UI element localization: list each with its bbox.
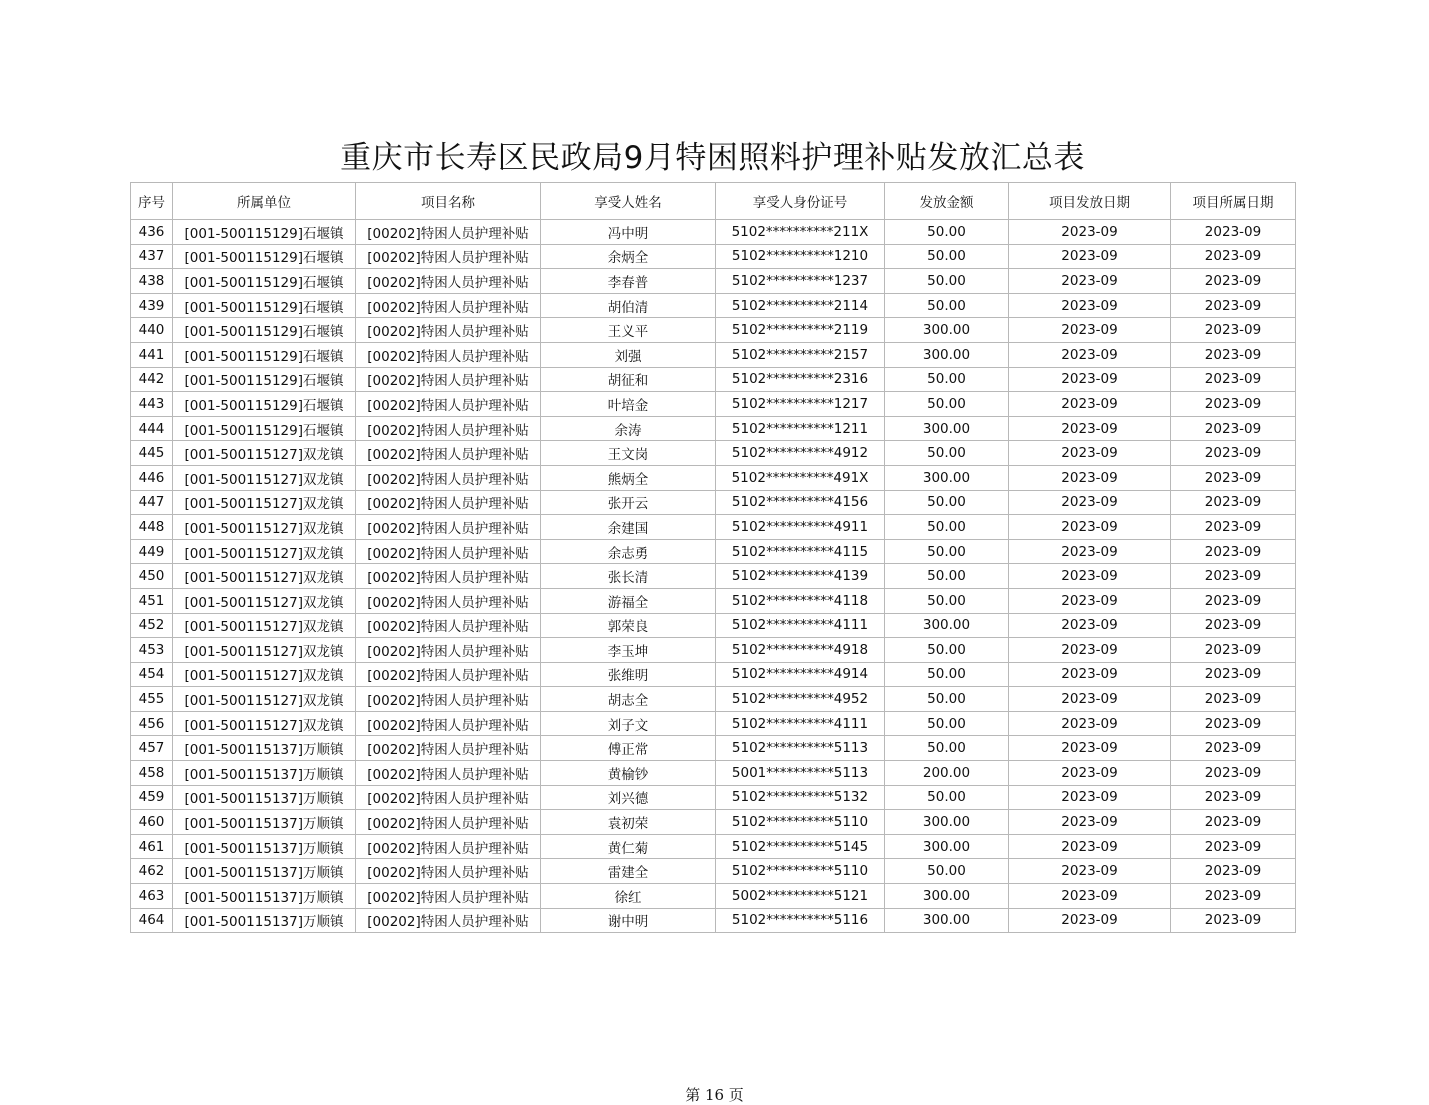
cell-project-name: [00202]特困人员护理补贴 — [356, 490, 541, 515]
cell-issue-date: 2023-09 — [1009, 687, 1171, 712]
cell-project-name: [00202]特困人员护理补贴 — [356, 441, 541, 466]
cell-id-number: 5102**********5113 — [716, 736, 885, 761]
cell-recipient-name: 袁初荣 — [541, 810, 716, 835]
cell-issue-date: 2023-09 — [1009, 785, 1171, 810]
cell-amount: 50.00 — [885, 785, 1009, 810]
cell-unit: [001-500115137]万顺镇 — [173, 908, 356, 933]
cell-recipient-name: 李春普 — [541, 269, 716, 294]
cell-issue-date: 2023-09 — [1009, 244, 1171, 269]
cell-period-date: 2023-09 — [1171, 416, 1296, 441]
table-row — [131, 687, 1296, 712]
cell-period-date: 2023-09 — [1171, 318, 1296, 343]
cell-recipient-name: 王文岗 — [541, 441, 716, 466]
cell-period-date: 2023-09 — [1171, 834, 1296, 859]
cell-unit: [001-500115137]万顺镇 — [173, 785, 356, 810]
cell-period-date: 2023-09 — [1171, 367, 1296, 392]
cell-period-date: 2023-09 — [1171, 515, 1296, 540]
cell-project-name: [00202]特困人员护理补贴 — [356, 342, 541, 367]
cell-id-number: 5102**********1237 — [716, 269, 885, 294]
table-row — [131, 613, 1296, 638]
cell-amount: 50.00 — [885, 588, 1009, 613]
cell-issue-date: 2023-09 — [1009, 441, 1171, 466]
cell-period-date: 2023-09 — [1171, 588, 1296, 613]
cell-issue-date: 2023-09 — [1009, 465, 1171, 490]
table-row — [131, 884, 1296, 909]
data-table — [130, 182, 1296, 933]
cell-period-date: 2023-09 — [1171, 785, 1296, 810]
cell-id-number: 5102**********4952 — [716, 687, 885, 712]
cell-recipient-name: 刘兴德 — [541, 785, 716, 810]
cell-project-name: [00202]特困人员护理补贴 — [356, 564, 541, 589]
cell-id-number: 5102**********4156 — [716, 490, 885, 515]
cell-unit: [001-500115127]双龙镇 — [173, 465, 356, 490]
cell-issue-date: 2023-09 — [1009, 293, 1171, 318]
cell-amount: 50.00 — [885, 515, 1009, 540]
column-header-issue-date: 项目发放日期 — [1009, 183, 1171, 220]
table-row — [131, 465, 1296, 490]
cell-project-name: [00202]特困人员护理补贴 — [356, 859, 541, 884]
cell-issue-date: 2023-09 — [1009, 318, 1171, 343]
cell-index: 447 — [131, 490, 173, 515]
cell-recipient-name: 冯中明 — [541, 220, 716, 245]
cell-project-name: [00202]特困人员护理补贴 — [356, 367, 541, 392]
cell-project-name: [00202]特困人员护理补贴 — [356, 711, 541, 736]
cell-period-date: 2023-09 — [1171, 490, 1296, 515]
cell-period-date: 2023-09 — [1171, 392, 1296, 417]
cell-issue-date: 2023-09 — [1009, 588, 1171, 613]
table-row — [131, 367, 1296, 392]
cell-id-number: 5102**********1210 — [716, 244, 885, 269]
cell-issue-date: 2023-09 — [1009, 220, 1171, 245]
cell-unit: [001-500115137]万顺镇 — [173, 884, 356, 909]
table-row — [131, 834, 1296, 859]
cell-period-date: 2023-09 — [1171, 687, 1296, 712]
cell-recipient-name: 胡征和 — [541, 367, 716, 392]
cell-issue-date: 2023-09 — [1009, 638, 1171, 663]
cell-index: 441 — [131, 342, 173, 367]
cell-issue-date: 2023-09 — [1009, 613, 1171, 638]
cell-recipient-name: 黄仁菊 — [541, 834, 716, 859]
table-row — [131, 416, 1296, 441]
cell-period-date: 2023-09 — [1171, 761, 1296, 786]
cell-amount: 50.00 — [885, 687, 1009, 712]
cell-id-number: 5102**********2114 — [716, 293, 885, 318]
cell-amount: 300.00 — [885, 318, 1009, 343]
cell-unit: [001-500115127]双龙镇 — [173, 711, 356, 736]
cell-amount: 50.00 — [885, 293, 1009, 318]
cell-period-date: 2023-09 — [1171, 539, 1296, 564]
cell-recipient-name: 谢中明 — [541, 908, 716, 933]
cell-period-date: 2023-09 — [1171, 711, 1296, 736]
cell-period-date: 2023-09 — [1171, 884, 1296, 909]
cell-amount: 300.00 — [885, 613, 1009, 638]
cell-recipient-name: 胡伯清 — [541, 293, 716, 318]
cell-unit: [001-500115127]双龙镇 — [173, 588, 356, 613]
cell-index: 436 — [131, 220, 173, 245]
cell-period-date: 2023-09 — [1171, 638, 1296, 663]
cell-index: 448 — [131, 515, 173, 540]
cell-id-number: 5102**********4118 — [716, 588, 885, 613]
table-row — [131, 564, 1296, 589]
cell-index: 443 — [131, 392, 173, 417]
table-row — [131, 588, 1296, 613]
cell-project-name: [00202]特困人员护理补贴 — [356, 613, 541, 638]
cell-index: 449 — [131, 539, 173, 564]
cell-id-number: 5102**********491X — [716, 465, 885, 490]
cell-id-number: 5002**********5121 — [716, 884, 885, 909]
table-row — [131, 441, 1296, 466]
cell-unit: [001-500115129]石堰镇 — [173, 220, 356, 245]
cell-id-number: 5102**********1211 — [716, 416, 885, 441]
cell-recipient-name: 王义平 — [541, 318, 716, 343]
cell-period-date: 2023-09 — [1171, 220, 1296, 245]
cell-amount: 300.00 — [885, 810, 1009, 835]
cell-amount: 50.00 — [885, 539, 1009, 564]
cell-project-name: [00202]特困人员护理补贴 — [356, 736, 541, 761]
cell-recipient-name: 李玉坤 — [541, 638, 716, 663]
cell-recipient-name: 张维明 — [541, 662, 716, 687]
cell-project-name: [00202]特困人员护理补贴 — [356, 293, 541, 318]
cell-id-number: 5102**********4111 — [716, 613, 885, 638]
cell-recipient-name: 雷建全 — [541, 859, 716, 884]
cell-project-name: [00202]特困人员护理补贴 — [356, 244, 541, 269]
table-row — [131, 342, 1296, 367]
table-row — [131, 859, 1296, 884]
cell-unit: [001-500115129]石堰镇 — [173, 416, 356, 441]
cell-unit: [001-500115127]双龙镇 — [173, 539, 356, 564]
cell-unit: [001-500115127]双龙镇 — [173, 490, 356, 515]
cell-index: 463 — [131, 884, 173, 909]
cell-amount: 50.00 — [885, 638, 1009, 663]
cell-project-name: [00202]特困人员护理补贴 — [356, 662, 541, 687]
cell-unit: [001-500115127]双龙镇 — [173, 515, 356, 540]
cell-amount: 50.00 — [885, 490, 1009, 515]
cell-recipient-name: 刘强 — [541, 342, 716, 367]
cell-issue-date: 2023-09 — [1009, 834, 1171, 859]
table-row — [131, 269, 1296, 294]
column-header-recipient-name: 享受人姓名 — [541, 183, 716, 220]
cell-index: 442 — [131, 367, 173, 392]
cell-unit: [001-500115129]石堰镇 — [173, 367, 356, 392]
table-row — [131, 220, 1296, 245]
cell-id-number: 5102**********2316 — [716, 367, 885, 392]
cell-recipient-name: 徐红 — [541, 884, 716, 909]
cell-issue-date: 2023-09 — [1009, 711, 1171, 736]
cell-recipient-name: 张长清 — [541, 564, 716, 589]
cell-period-date: 2023-09 — [1171, 908, 1296, 933]
cell-recipient-name: 胡志全 — [541, 687, 716, 712]
cell-period-date: 2023-09 — [1171, 859, 1296, 884]
cell-index: 438 — [131, 269, 173, 294]
cell-index: 456 — [131, 711, 173, 736]
cell-amount: 300.00 — [885, 908, 1009, 933]
cell-index: 444 — [131, 416, 173, 441]
cell-recipient-name: 余建国 — [541, 515, 716, 540]
cell-unit: [001-500115127]双龙镇 — [173, 441, 356, 466]
column-header-id-number: 享受人身份证号 — [716, 183, 885, 220]
cell-unit: [001-500115129]石堰镇 — [173, 342, 356, 367]
cell-issue-date: 2023-09 — [1009, 908, 1171, 933]
table-header-row — [131, 183, 1296, 220]
cell-index: 454 — [131, 662, 173, 687]
cell-issue-date: 2023-09 — [1009, 761, 1171, 786]
cell-amount: 50.00 — [885, 736, 1009, 761]
cell-index: 445 — [131, 441, 173, 466]
table-row — [131, 638, 1296, 663]
cell-id-number: 5102**********5145 — [716, 834, 885, 859]
cell-id-number: 5102**********2157 — [716, 342, 885, 367]
table-row — [131, 392, 1296, 417]
cell-index: 459 — [131, 785, 173, 810]
cell-unit: [001-500115137]万顺镇 — [173, 859, 356, 884]
cell-project-name: [00202]特困人员护理补贴 — [356, 834, 541, 859]
table-row — [131, 244, 1296, 269]
cell-index: 450 — [131, 564, 173, 589]
cell-project-name: [00202]特困人员护理补贴 — [356, 539, 541, 564]
table-row — [131, 662, 1296, 687]
cell-project-name: [00202]特困人员护理补贴 — [356, 908, 541, 933]
table-row — [131, 539, 1296, 564]
table-row — [131, 736, 1296, 761]
table-row — [131, 711, 1296, 736]
cell-period-date: 2023-09 — [1171, 244, 1296, 269]
cell-project-name: [00202]特困人员护理补贴 — [356, 465, 541, 490]
table-row — [131, 908, 1296, 933]
page-number: 第 16 页 — [685, 1086, 744, 1104]
cell-unit: [001-500115129]石堰镇 — [173, 244, 356, 269]
cell-project-name: [00202]特困人员护理补贴 — [356, 884, 541, 909]
cell-id-number: 5102**********4115 — [716, 539, 885, 564]
cell-index: 464 — [131, 908, 173, 933]
table-row — [131, 318, 1296, 343]
cell-issue-date: 2023-09 — [1009, 392, 1171, 417]
cell-index: 452 — [131, 613, 173, 638]
cell-index: 462 — [131, 859, 173, 884]
cell-project-name: [00202]特困人员护理补贴 — [356, 687, 541, 712]
cell-recipient-name: 余炳全 — [541, 244, 716, 269]
cell-amount: 200.00 — [885, 761, 1009, 786]
cell-recipient-name: 黄榆钞 — [541, 761, 716, 786]
cell-id-number: 5102**********4912 — [716, 441, 885, 466]
column-header-index: 序号 — [131, 183, 173, 220]
cell-period-date: 2023-09 — [1171, 662, 1296, 687]
cell-issue-date: 2023-09 — [1009, 859, 1171, 884]
cell-unit: [001-500115129]石堰镇 — [173, 269, 356, 294]
table-row — [131, 293, 1296, 318]
cell-index: 446 — [131, 465, 173, 490]
cell-unit: [001-500115127]双龙镇 — [173, 662, 356, 687]
cell-amount: 300.00 — [885, 465, 1009, 490]
cell-unit: [001-500115127]双龙镇 — [173, 564, 356, 589]
cell-id-number: 5102**********4139 — [716, 564, 885, 589]
cell-id-number: 5102**********2119 — [716, 318, 885, 343]
cell-index: 439 — [131, 293, 173, 318]
cell-period-date: 2023-09 — [1171, 342, 1296, 367]
cell-index: 451 — [131, 588, 173, 613]
column-header-project-name: 项目名称 — [356, 183, 541, 220]
cell-recipient-name: 刘子文 — [541, 711, 716, 736]
cell-project-name: [00202]特困人员护理补贴 — [356, 515, 541, 540]
cell-id-number: 5102**********5110 — [716, 810, 885, 835]
cell-project-name: [00202]特困人员护理补贴 — [356, 269, 541, 294]
cell-project-name: [00202]特困人员护理补贴 — [356, 416, 541, 441]
cell-recipient-name: 游福全 — [541, 588, 716, 613]
cell-period-date: 2023-09 — [1171, 564, 1296, 589]
cell-issue-date: 2023-09 — [1009, 367, 1171, 392]
table-row — [131, 810, 1296, 835]
cell-period-date: 2023-09 — [1171, 269, 1296, 294]
cell-recipient-name: 熊炳全 — [541, 465, 716, 490]
cell-index: 440 — [131, 318, 173, 343]
cell-period-date: 2023-09 — [1171, 736, 1296, 761]
cell-recipient-name: 张开云 — [541, 490, 716, 515]
cell-project-name: [00202]特困人员护理补贴 — [356, 810, 541, 835]
cell-issue-date: 2023-09 — [1009, 539, 1171, 564]
cell-recipient-name: 余涛 — [541, 416, 716, 441]
column-header-amount: 发放金额 — [885, 183, 1009, 220]
cell-id-number: 5102**********5110 — [716, 859, 885, 884]
cell-id-number: 5102**********4911 — [716, 515, 885, 540]
cell-recipient-name: 郭荣良 — [541, 613, 716, 638]
cell-unit: [001-500115129]石堰镇 — [173, 318, 356, 343]
table-row — [131, 515, 1296, 540]
page-title: 重庆市长寿区民政局9月特困照料护理补贴发放汇总表 — [340, 140, 1085, 176]
cell-amount: 300.00 — [885, 834, 1009, 859]
cell-recipient-name: 余志勇 — [541, 539, 716, 564]
cell-unit: [001-500115127]双龙镇 — [173, 687, 356, 712]
column-header-period-date: 项目所属日期 — [1171, 183, 1296, 220]
cell-project-name: [00202]特困人员护理补贴 — [356, 318, 541, 343]
cell-project-name: [00202]特困人员护理补贴 — [356, 638, 541, 663]
cell-amount: 50.00 — [885, 269, 1009, 294]
cell-id-number: 5102**********5116 — [716, 908, 885, 933]
cell-index: 458 — [131, 761, 173, 786]
cell-index: 453 — [131, 638, 173, 663]
cell-issue-date: 2023-09 — [1009, 515, 1171, 540]
cell-amount: 50.00 — [885, 564, 1009, 589]
cell-index: 437 — [131, 244, 173, 269]
cell-unit: [001-500115127]双龙镇 — [173, 638, 356, 663]
cell-id-number: 5102**********211X — [716, 220, 885, 245]
cell-issue-date: 2023-09 — [1009, 736, 1171, 761]
cell-id-number: 5102**********5132 — [716, 785, 885, 810]
cell-period-date: 2023-09 — [1171, 465, 1296, 490]
table-row — [131, 490, 1296, 515]
cell-unit: [001-500115129]石堰镇 — [173, 293, 356, 318]
cell-unit: [001-500115137]万顺镇 — [173, 834, 356, 859]
cell-project-name: [00202]特困人员护理补贴 — [356, 761, 541, 786]
cell-amount: 50.00 — [885, 244, 1009, 269]
cell-amount: 50.00 — [885, 367, 1009, 392]
cell-period-date: 2023-09 — [1171, 441, 1296, 466]
cell-index: 460 — [131, 810, 173, 835]
cell-period-date: 2023-09 — [1171, 293, 1296, 318]
cell-amount: 50.00 — [885, 220, 1009, 245]
cell-id-number: 5102**********4914 — [716, 662, 885, 687]
cell-unit: [001-500115127]双龙镇 — [173, 613, 356, 638]
cell-id-number: 5102**********1217 — [716, 392, 885, 417]
cell-amount: 300.00 — [885, 342, 1009, 367]
cell-id-number: 5001**********5113 — [716, 761, 885, 786]
cell-amount: 50.00 — [885, 711, 1009, 736]
cell-index: 455 — [131, 687, 173, 712]
cell-project-name: [00202]特困人员护理补贴 — [356, 220, 541, 245]
cell-issue-date: 2023-09 — [1009, 342, 1171, 367]
cell-project-name: [00202]特困人员护理补贴 — [356, 588, 541, 613]
cell-amount: 50.00 — [885, 662, 1009, 687]
cell-amount: 50.00 — [885, 859, 1009, 884]
cell-id-number: 5102**********4111 — [716, 711, 885, 736]
cell-issue-date: 2023-09 — [1009, 884, 1171, 909]
cell-unit: [001-500115129]石堰镇 — [173, 392, 356, 417]
cell-amount: 300.00 — [885, 884, 1009, 909]
cell-unit: [001-500115137]万顺镇 — [173, 736, 356, 761]
column-header-unit: 所属单位 — [173, 183, 356, 220]
table-row — [131, 785, 1296, 810]
cell-amount: 50.00 — [885, 441, 1009, 466]
cell-index: 457 — [131, 736, 173, 761]
cell-issue-date: 2023-09 — [1009, 416, 1171, 441]
cell-recipient-name: 叶培金 — [541, 392, 716, 417]
cell-issue-date: 2023-09 — [1009, 269, 1171, 294]
cell-project-name: [00202]特困人员护理补贴 — [356, 785, 541, 810]
cell-unit: [001-500115137]万顺镇 — [173, 810, 356, 835]
cell-amount: 300.00 — [885, 416, 1009, 441]
cell-period-date: 2023-09 — [1171, 810, 1296, 835]
cell-issue-date: 2023-09 — [1009, 490, 1171, 515]
table-body — [131, 220, 1296, 933]
cell-recipient-name: 傅正常 — [541, 736, 716, 761]
cell-unit: [001-500115137]万顺镇 — [173, 761, 356, 786]
table-row — [131, 761, 1296, 786]
cell-issue-date: 2023-09 — [1009, 810, 1171, 835]
cell-issue-date: 2023-09 — [1009, 564, 1171, 589]
cell-id-number: 5102**********4918 — [716, 638, 885, 663]
cell-amount: 50.00 — [885, 392, 1009, 417]
cell-period-date: 2023-09 — [1171, 613, 1296, 638]
cell-index: 461 — [131, 834, 173, 859]
cell-issue-date: 2023-09 — [1009, 662, 1171, 687]
cell-project-name: [00202]特困人员护理补贴 — [356, 392, 541, 417]
